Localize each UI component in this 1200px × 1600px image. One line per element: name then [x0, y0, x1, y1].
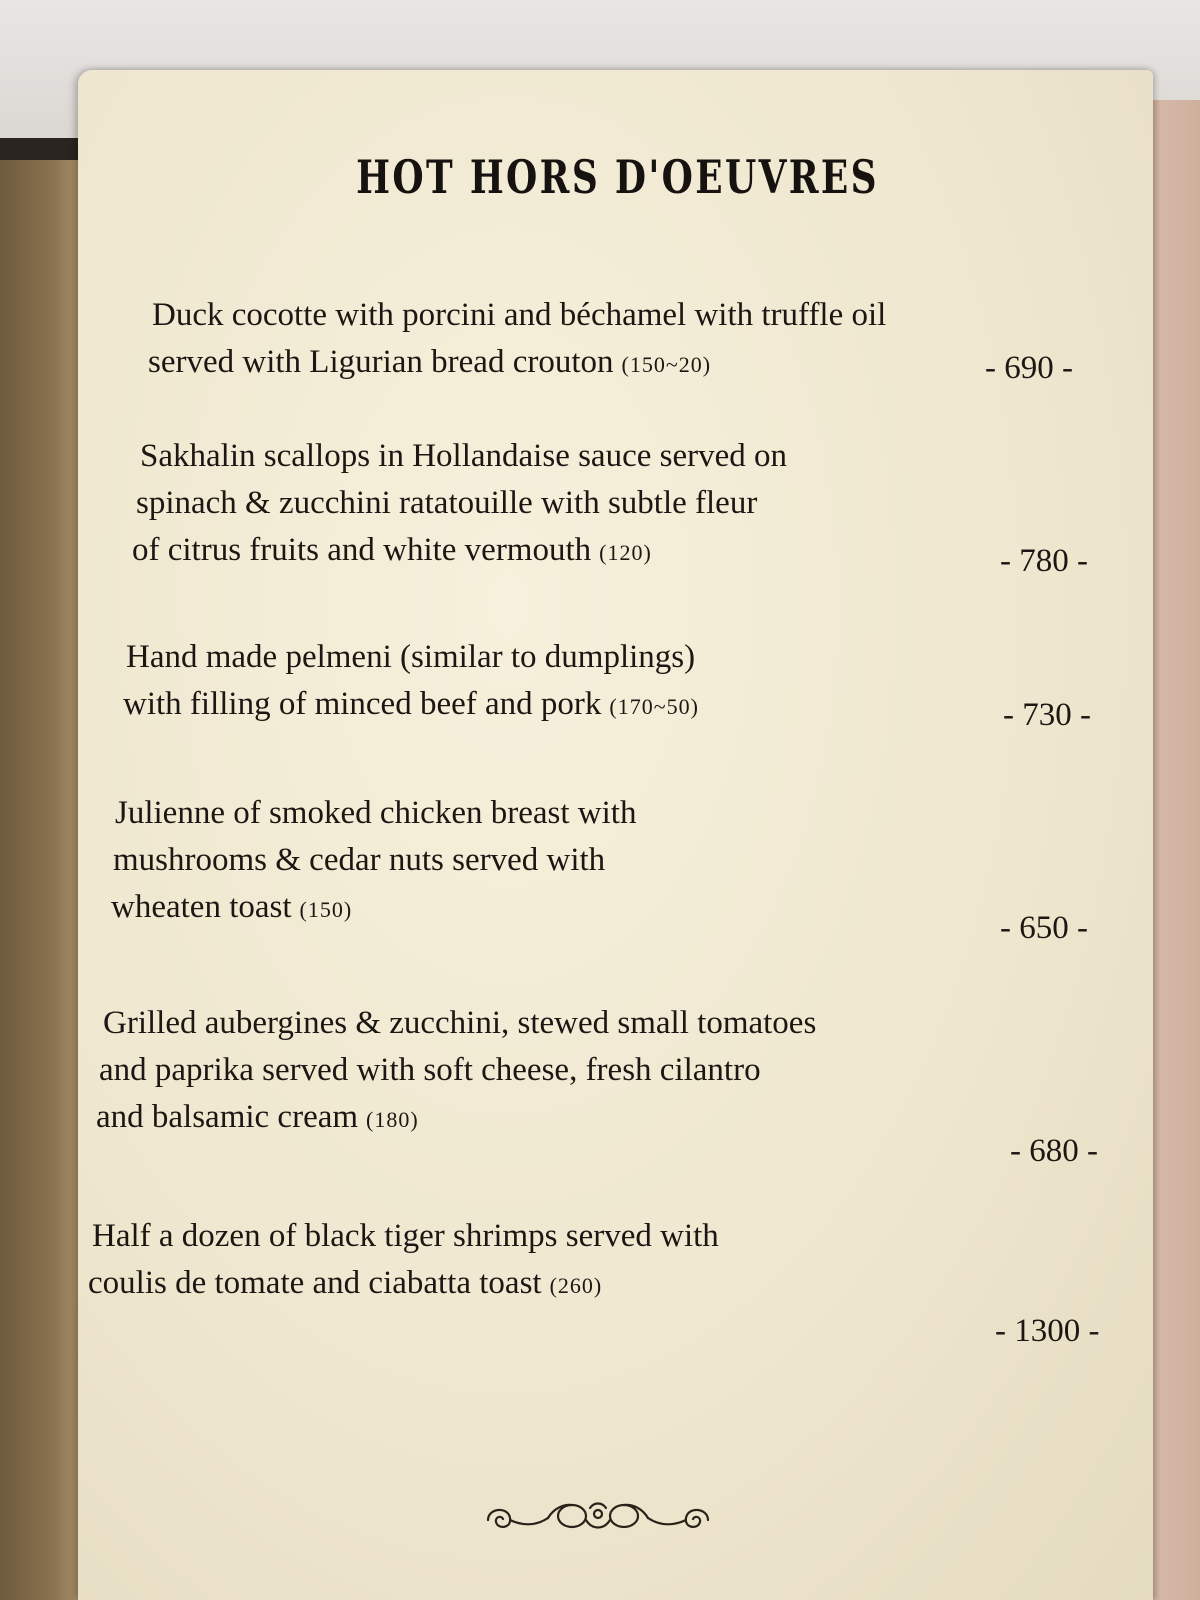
menu-item-line: spinach & zucchini ratatouille with subtle fleur: [136, 485, 758, 521]
menu-cover-left-edge: [0, 140, 90, 1600]
menu-item-description: [96, 1000, 817, 1143]
menu-item-line-last: [148, 339, 886, 388]
menu-item-price: - 780 -: [1000, 543, 1088, 579]
menu-item-price: - 690 -: [985, 350, 1073, 386]
menu-item-line: wheaten toast: [111, 889, 292, 925]
menu-item-line: Grilled aubergines & zucchini, stewed small tomatoes: [103, 1005, 817, 1041]
menu-item-line: mushrooms & cedar nuts served with: [113, 842, 606, 878]
menu-item-line-last: [96, 1094, 816, 1143]
menu-item-price: - 730 -: [1003, 697, 1091, 733]
menu-item-line: with filling of minced beef and pork: [123, 686, 602, 722]
menu-item-portion: (170~50): [609, 694, 699, 719]
menu-item-line: Julienne of smoked chicken breast with: [115, 795, 637, 831]
menu-item-line: Half a dozen of black tiger shrimps served with: [92, 1218, 719, 1254]
menu-item-description: [123, 634, 699, 730]
menu-item-line: Sakhalin scallops in Hollandaise sauce served on: [140, 438, 787, 474]
menu-item-price: - 650 -: [1000, 910, 1088, 946]
menu-item-line: and paprika served with soft cheese, fresh cilantro: [99, 1052, 761, 1088]
menu-item-portion: (150): [299, 897, 353, 922]
menu-item-line: coulis de tomate and ciabatta toast: [88, 1265, 542, 1301]
menu-item-line-last: [123, 681, 699, 730]
menu-item-price: - 680 -: [1010, 1133, 1098, 1169]
menu-item-price: - 1300 -: [995, 1313, 1100, 1349]
menu-item-line: of citrus fruits and white vermouth: [132, 532, 592, 568]
menu-item-portion: (150~20): [621, 352, 712, 377]
menu-cover-top-edge: [0, 138, 88, 160]
menu-item-description: [88, 1213, 719, 1309]
scroll-flourish-icon: [478, 1490, 718, 1550]
menu-item-description: [111, 790, 637, 933]
menu-item-portion: (120): [599, 540, 652, 565]
menu-item-line: and balsamic cream: [96, 1099, 359, 1135]
menu-item-line: Hand made pelmeni (similar to dumplings): [126, 639, 696, 675]
menu-item-portion: (180): [366, 1107, 419, 1132]
menu-item-portion: (260): [549, 1273, 603, 1298]
menu-item-line: Duck cocotte with porcini and béchamel with truffle oil: [152, 297, 887, 333]
menu-item-line-last: [111, 884, 636, 933]
menu-item-line: served with Ligurian bread crouton: [148, 344, 614, 380]
menu-item-description: [132, 433, 787, 576]
menu-item-description: [148, 292, 887, 388]
menu-item-line-last: [132, 527, 787, 576]
menu-section-title: HOT HORS D'OEUVRES: [356, 150, 879, 204]
menu-item-line-last: [88, 1260, 719, 1309]
